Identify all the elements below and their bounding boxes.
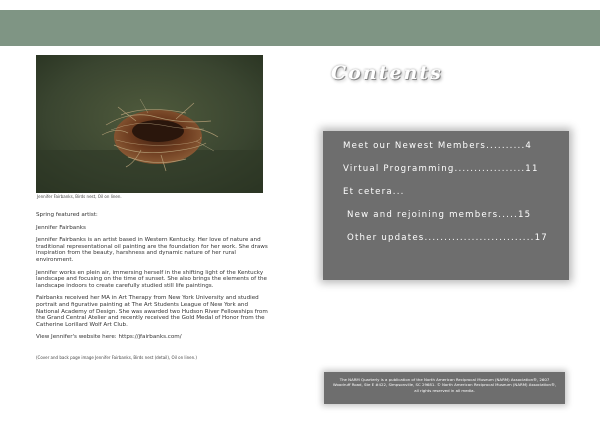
- toc-item-newest-members[interactable]: Meet our Newest Members..........4: [343, 141, 533, 151]
- article-paragraph: Jennifer Fairbanks is an artist based in Western Kentucky. Her love of nature and traditional representational oil painting are the foundation for her work. She draws inspiration from the beauty, harshness and dynamic nature of her rural environment.: [36, 237, 268, 263]
- painting-caption: Jennifer Fairbanks, Birds nest, Oil on linen.: [37, 194, 122, 199]
- cover-credit: (Cover and back page image Jennifer Fairbanks, Birds nest (detail), Oil on linen.): [36, 354, 197, 360]
- table-of-contents: [323, 131, 569, 280]
- publication-footer: The NARM Quarterly is a publication of the North American Reciprocal Museum (NARM) Association®, 2607 Woodruff Road, Ste E #422, Simpsonville, SC 29681. © North American Reciprocal Museum (NARM) Association®, all rights reserved in all media.: [324, 372, 565, 404]
- artist-website-link[interactable]: View Jennifer's website here: https://jfairbanks.com/: [36, 334, 182, 341]
- article-paragraph: Jennifer works en plein air, immersing herself in the shifting light of the Kentucky landscape and focusing on the time of sunset. She also brings the elements of the landscape indoors to create carefully studied still life paintings.: [36, 269, 267, 289]
- toc-item-rejoining-members[interactable]: New and rejoining members.....15: [347, 210, 532, 220]
- toc-item-et-cetera[interactable]: Et cetera...: [343, 187, 405, 197]
- header-band: [0, 10, 600, 46]
- article-paragraph: Fairbanks received her MA in Art Therapy from New York University and studied portrait and figurative painting at The Art Students League of New York and National Academy of Design. She was awarded two Hudson River Fellowships from the Grand Central Atelier and recently received the Gold Medal of Honor from the Catherine Lorillard Wolf Art Club.: [36, 295, 268, 328]
- contents-title: Contents: [331, 62, 443, 84]
- featured-artist-article: [36, 212, 268, 366]
- article-heading: Spring featured artist:: [36, 212, 98, 218]
- birds-nest-painting: [36, 55, 263, 193]
- artist-name: Jennifer Fairbanks: [36, 224, 86, 231]
- toc-item-other-updates[interactable]: Other updates............................17: [347, 233, 548, 243]
- toc-item-virtual-programming[interactable]: Virtual Programming..................11: [343, 164, 539, 174]
